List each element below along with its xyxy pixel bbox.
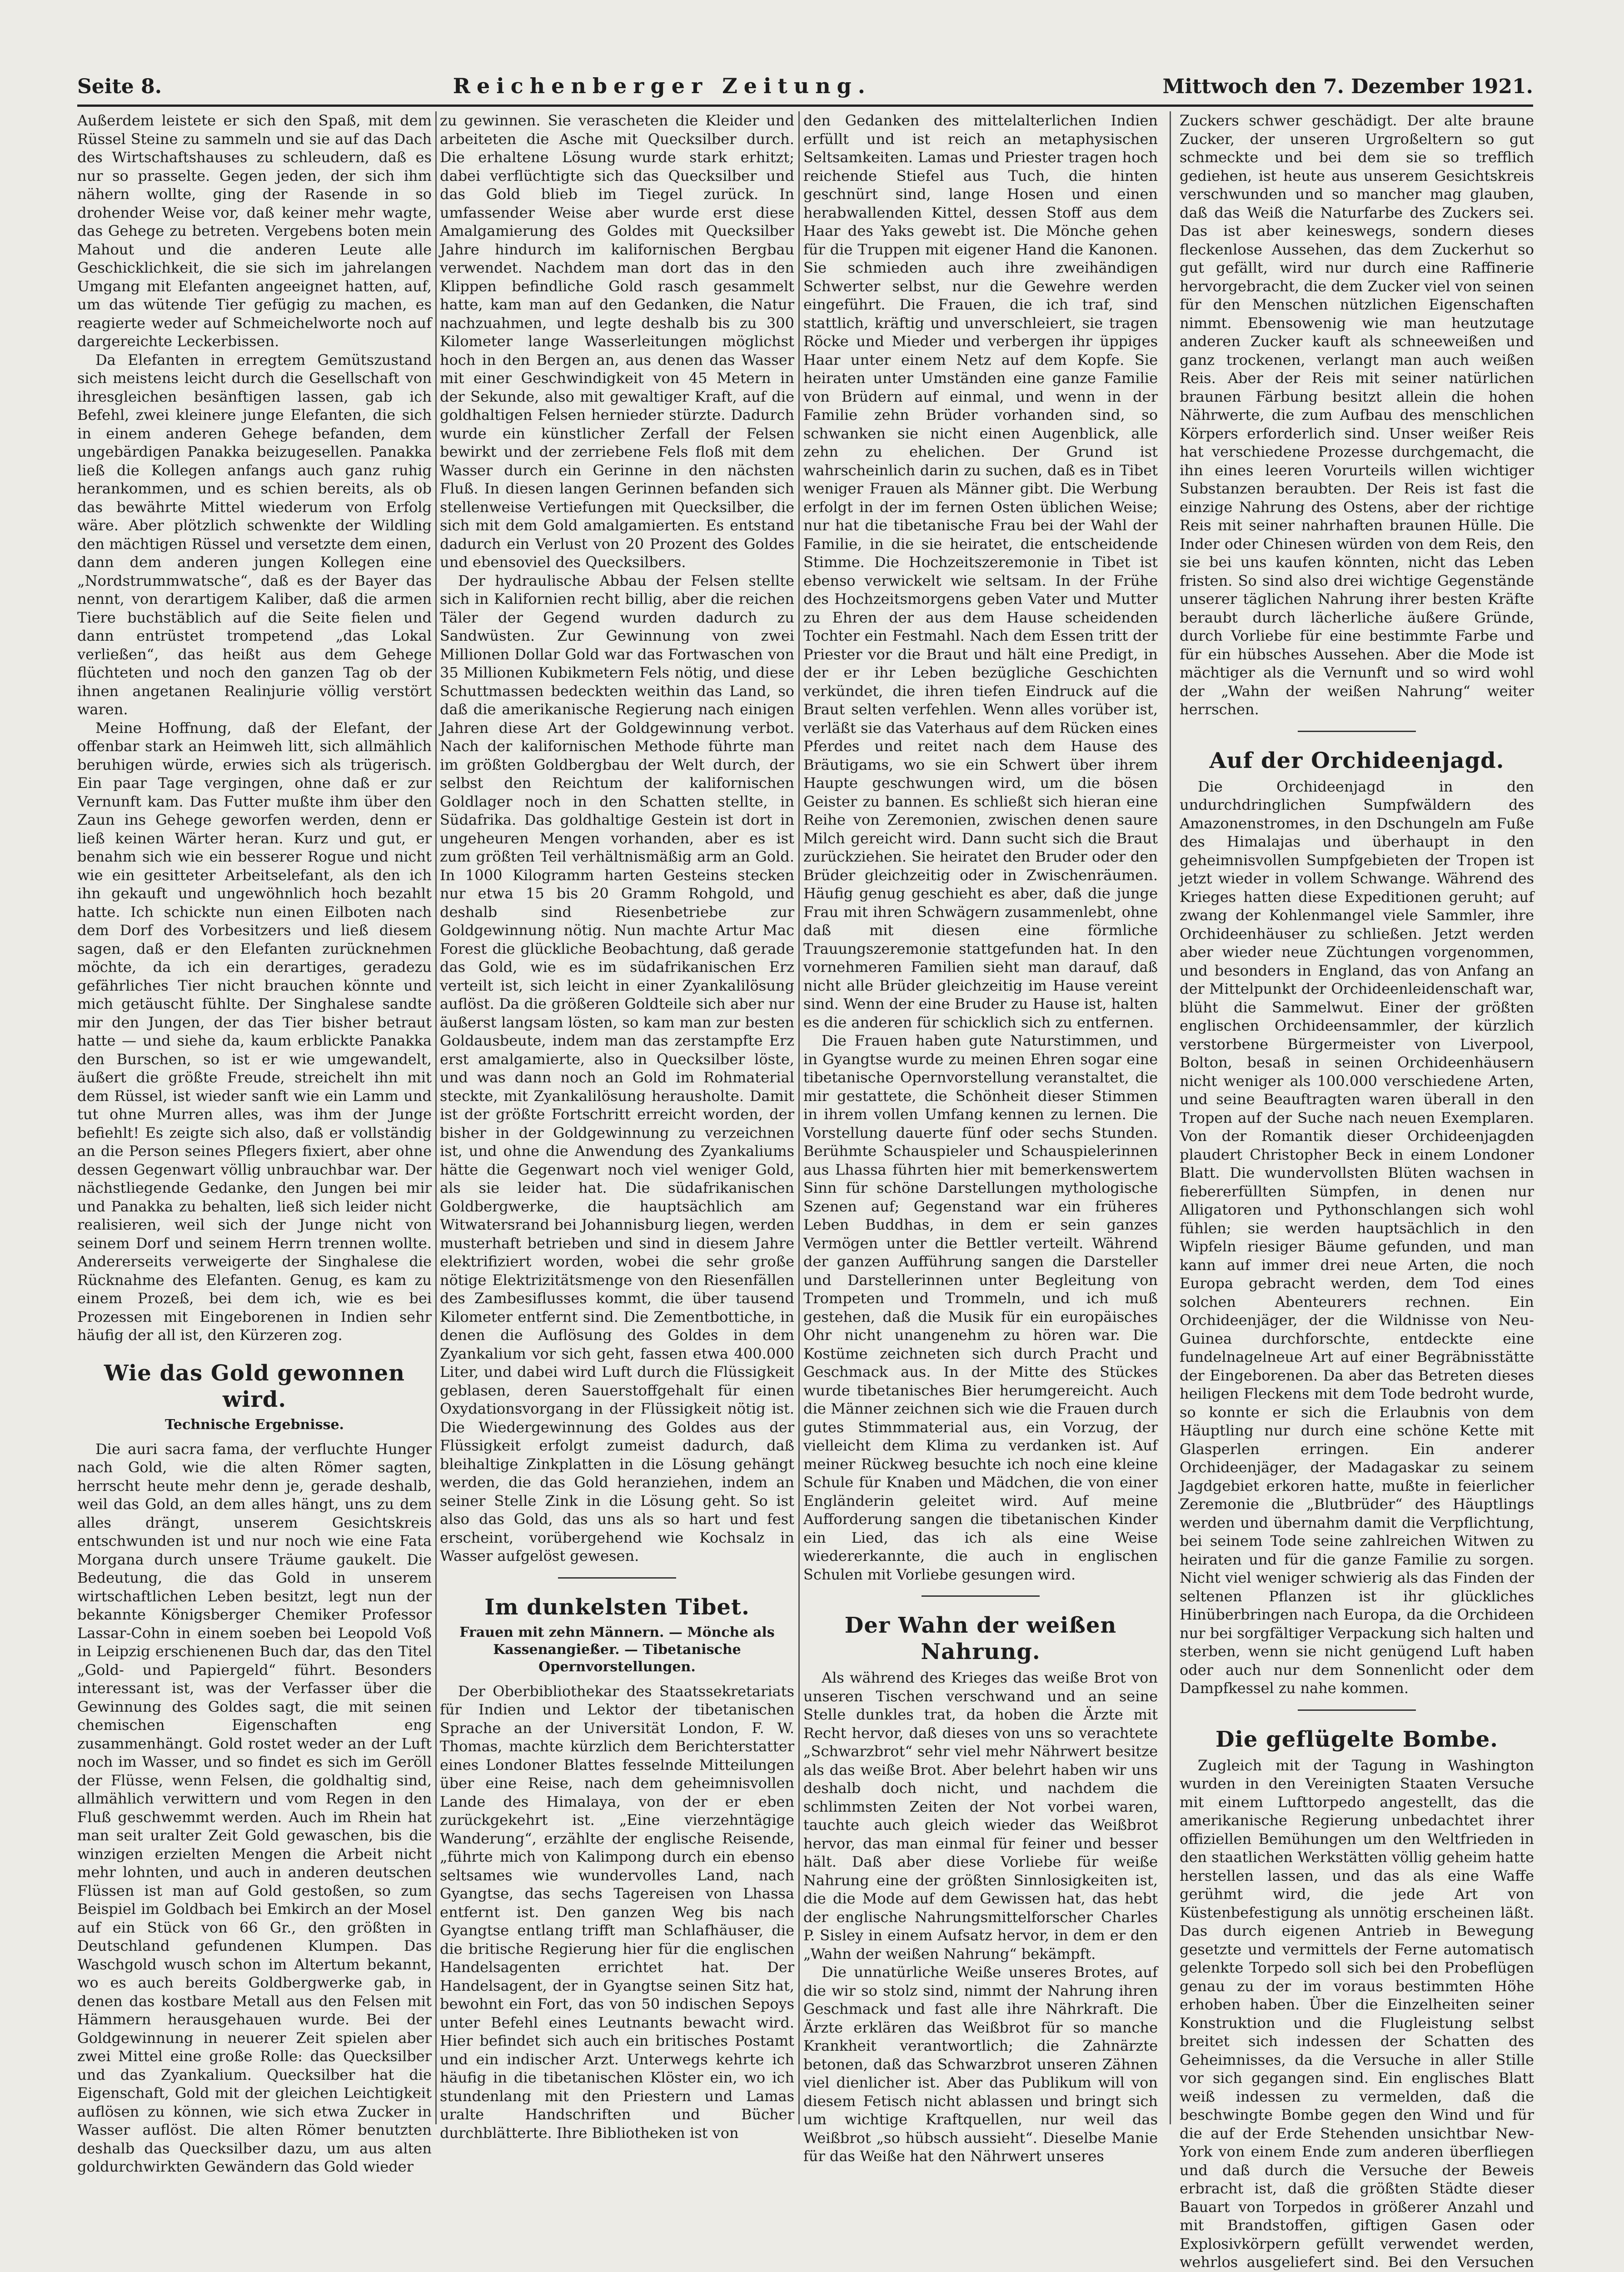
issue-date: Mittwoch den 7. Dezember 1921.	[1163, 75, 1533, 98]
article-separator	[1298, 731, 1416, 732]
header-rule	[77, 105, 1533, 107]
article-separator	[922, 1595, 1040, 1597]
headline-tibet: Im dunkelsten Tibet.	[440, 1594, 794, 1620]
article-paragraph: Die unnatürliche Weiße unseres Brotes, auf die wir so stolz sind, nimmt der Nahrung ihren Geschmack und fast alle ihre Nährkraft. Die Ärzte erklären das Weißbrot für so manche Krankheit verantwortlich; die Zahnärzte betonen, daß das Schwarzbrot unseren Zähnen viel dienlicher ist. Aber das Publikum will von diesem Fetisch nicht ablassen und bringt sich um wichtige Kraftquellen, nur weil das Weißbrot „so hübsch aussieht“. Dieselbe Manie für das Weiße hat den Nährwert unseres	[803, 1963, 1158, 2166]
headline-wahn: Der Wahn der weißen Nahrung.	[803, 1612, 1158, 1665]
subheadline-tibet: Frauen mit zehn Männern. — Mönche als Kassenangießer. — Tibetanische Opernvorstellungen.	[440, 1624, 794, 1676]
article-paragraph: Der hydraulische Abbau der Felsen stellte sich in Kalifornien recht billig, aber die reichen Täler der Gegend wurden dadurch zu Sandwüsten. Zur Gewinnung von zwei Millionen Dollar Gold war das Fortwaschen von 35 Millionen Kubikmetern Fels nötig, und diese Schuttmassen bedeckten weithin das Land, so daß die amerikanische Regierung nach einigen Jahren diese Art der Goldgewinnung verbot. Nach der kalifornischen Methode führte man im größten Goldbergbau der Welt durch, der selbst den Reichtum der kalifornischen Goldlager noch in den Schatten stellte, in Südafrika. Das goldhaltige Gestein ist dort in ungeheuren Mengen vorhanden, aber es ist zum größten Teil verhältnismäßig arm an Gold. In 1000 Kilogramm harten Gesteins stecken nur etwa 15 bis 20 Gramm Rohgold, und deshalb sind Riesenbetriebe zur Goldgewinnung nötig. Nun machte Artur Mac Forest die glückliche Beobachtung, daß gerade das Gold, wie es im südafrikanischen Erz verteilt ist, sich leicht in einer Zyankalilösung auflöst. Da die größeren Goldteile sich aber nur äußerst langsam lösten, so kam man zur besten Goldausbeute, indem man das zerstampfte Erz erst amalgamierte, also in Quecksilber löste, und was dann noch an Gold im Rohmaterial steckte, mit Zyankalilösung herausholte. Damit ist der größte Fortschritt erreicht worden, der bisher in der Goldgewinnung zu verzeichnen ist, und ohne die Anwendung des Zyankaliums hätte die Gegenwart noch viel weniger Gold, als sie leider hat. Die südafrikanischen Goldbergwerke, die hauptsächlich am Witwatersrand bei Johannisburg liegen, werden musterhaft betrieben und sind in diesem Jahre elektrifiziert worden, wobei die sehr große nötige Elektrizitätsmenge von den Riesenfällen des Zambesiflusses kommt, die über tausend Kilometer entfernt sind. Die Zementbottiche, in denen die Auflösung des Goldes in dem Zyankalium vor sich geht, fassen etwa 400.000 Liter, und dabei wird Luft durch die Flüssigkeit geblasen, deren Sauerstoffgehalt für einen Oxydationsvorgang in der Flüssigkeit nötig ist. Die Wiedergewinnung des Goldes aus der Flüssigkeit erfolgt zumeist dadurch, daß bleihaltige Zinkplatten in die Lösung gehängt werden, die das Gold heranziehen, indem an seiner Stelle Zink in die Lösung geht. So ist also das Gold, das uns als so hart und fest erscheint, vorübergehend wie Kochsalz in Wasser aufgelöst gewesen.	[440, 572, 794, 1565]
page-number: Seite 8.	[77, 75, 162, 98]
article-paragraph: Da Elefanten in erregtem Gemütszustand sich meistens leicht durch die Gesellschaft von ihresgleichen besänftigen lassen, gab ich Befehl, zwei kleinere junge Elefanten, die sich in einem anderen Gehege befanden, dem ungebärdigen Panakka beizugesellen. Panakka ließ die Kollegen anfangs auch ganz ruhig herankommen, und es schien bereits, als ob das bewährte Mittel wiederum von Erfolg wäre. Aber plötzlich schwenkte der Wildling den mächtigen Rüssel und versetzte dem einen, dann dem anderen jungen Kollegen eine „Nordstrummwatsche“, daß es der Bayer das nennt, von derartigem Kaliber, daß die armen Tiere buchstäblich auf die Seite fielen und dann entrüstet trompetend „das Lokal verließen“, das heißt aus dem Gehege flüchteten und noch den ganzen Tag ob der ihnen angetanen Realinjurie völlig verstört waren.	[77, 351, 432, 719]
headline-bombe: Die geflügelte Bombe.	[1180, 1726, 1534, 1753]
article-paragraph: Zugleich mit der Tagung in Washington wurden in den Vereinigten Staaten Versuche mit einem Lufttorpedo angestellt, das die amerikanische Regierung unbedachtet ihrer offiziellen Bemühungen um den Weltfrieden in den staatlichen Werkstätten völlig geheim hatte herstellen lassen, und das als eine Waffe gerühmt wird, die jede Art von Küstenbefestigung als unnötig erscheinen läßt. Das durch eigenen Antrieb in Bewegung gesetzte und vermittels der Ferne automatisch gelenkte Torpedo soll sich bei den Probeflügen genau zu der im voraus bestimmten Höhe erhoben haben. Über die Einzelheiten seiner Konstruktion und die Flugleistung selbst breitet sich indessen der Schatten des Geheimnisses, da die Versuche in aller Stille vor sich gegangen sind. Ein englisches Blatt weiß indessen zu vermelden, daß die beschwingte Bombe gegen den Wind und für die auf der Erde Stehenden unsichtbar New-York von einem Ende zum anderen überfliegen und daß durch die Versuche der Beweis erbracht ist, daß die größten Städte dieser Bauart von Torpedos in größerer Anzahl und mit Brandstoffen, giftigen Gasen oder Explosivkörpern gefüllt verwendet werden, wehrlos ausgeliefert sind. Bei den Versuchen	[1180, 1756, 1534, 2272]
column-2	[440, 111, 794, 2124]
article-paragraph: Als während des Krieges das weiße Brot von unseren Tischen verschwand und an seine Stelle dunkles trat, da hoben die Ärzte mit Recht hervor, daß dieses von uns so verachtete „Schwarzbrot“ sehr viel mehr Nährwert besitze als das weiße Brot. Aber belehrt haben wir uns deshalb doch nicht, und nachdem die schlimmsten Zeiten der Not vorbei waren, tauchte auch gleich wieder das Weißbrot hervor, das man einmal für feiner und besser hält. Daß aber diese Vorliebe für weiße Nahrung eine der größten Sinnlosigkeiten ist, die die Mode auf dem Gewissen hat, das hebt der englische Nahrungsmittelforscher Charles P. Sisley in einem Aufsatz hervor, in dem er den „Wahn der weißen Nahrung“ bekämpft.	[803, 1669, 1158, 1963]
article-paragraph: Die auri sacra fama, der verfluchte Hunger nach Gold, wie die alten Römer sagten, herrscht heute mehr denn je, gerade deshalb, weil das Gold, an dem alles hängt, uns zu dem alles drängt, unserem Gesichtskreis entschwunden ist und nur noch wie eine Fata Morgana durch unsere Träume gaukelt. Die Bedeutung, die das Gold in unserem wirtschaftlichen Leben besitzt, legt nun der bekannte Königsberger Chemiker Professor Lassar-Cohn in einem soeben bei Leopold Voß in Leipzig erschienenen Buch dar, das den Titel „Gold- und Papiergeld“ führt. Besonders interessant ist, was der Verfasser über die Gewinnung des Goldes sagt, die mit seinen chemischen Eigenschaften eng zusammenhängt. Gold rostet weder an der Luft noch im Wasser, und so findet es sich im Geröll der Flüsse, wenn Felsen, die goldhaltig sind, allmählich verwittern und vom Regen in den Fluß geschwemmt werden. Auch im Rhein hat man seit uralter Zeit Gold gewaschen, bis die winzigen erzielten Mengen die Arbeit nicht mehr lohnten, und auch in anderen deutschen Flüssen ist man auf Gold gestoßen, so zum Beispiel im Goldbach bei Emkirch an der Mosel auf ein Stück von 66 Gr., den größten in Deutschland gefundenen Klumpen. Das Waschgold wusch schon im Altertum bekannt, wo es auch bereits Goldbergwerke gab, in denen das kostbare Metall aus den Felsen mit Hämmern herausgehauen wurde. Bei der Goldgewinnung in neuerer Zeit spielen aber zwei Mittel eine große Rolle: das Quecksilber und das Zyankalium. Quecksilber hat die Eigenschaft, Gold mit der gleichen Leichtigkeit auflösen zu können, wie sich etwa Zucker in Wasser auflöst. Die alten Römer benutzten deshalb das Quecksilber dazu, um aus alten goldurchwirkten Gewändern das Gold wieder	[77, 1440, 432, 2176]
article-paragraph: Der Oberbibliothekar des Staatssekretariats für Indien und Lektor der tibetanischen Sprache an der Universität London, F. W. Thomas, machte kürzlich dem Berichterstatter eines Londoner Blattes fesselnde Mitteilungen über eine Reise, nach dem geheimnisvollen Lande des Himalaya, von der er eben zurückgekehrt ist. „Eine vierzehntägige Wanderung“, erzählte der englische Reisende, „führte mich von Kalimpong durch ein ebenso seltsames wie wundervolles Land, nach Gyangtse, das sechs Tagereisen von Lhassa entfernt ist. Den ganzen Weg bis nach Gyangtse entlang trifft man Schlafhäuser, die die britische Regierung hier für die englischen Handelsagenten errichtet hat. Der Handelsagent, der in Gyangtse seinen Sitz hat, bewohnt ein Fort, das von 50 indischen Sepoys unter Befehl eines Leutnants bewacht wird. Hier befindet sich auch ein britisches Postamt und ein indischer Arzt. Unterwegs kehrte ich häufig in die tibetanischen Klöster ein, wo ich stundenlang mit den Priestern und Lamas uralte Handschriften und Bücher durchblätterte. Ihre Bibliotheken ist von	[440, 1682, 794, 2142]
column-1	[77, 111, 432, 2124]
column-3	[803, 111, 1158, 2124]
article-paragraph: Zuckers schwer geschädigt. Der alte braune Zucker, der unseren Urgroßeltern so gut schmeckte und bei dem sie so trefflich gediehen, ist heute aus unserem Gesichtskreis verschwunden und so mancher mag glauben, daß das Weiß die Naturfarbe des Zuckers sei. Das ist aber keineswegs, sondern dieses fleckenlose Aussehen, das dem Zuckerhut so gut gefällt, wird nur durch eine Raffinerie hervorgebracht, die dem Zucker viel von seinen für den Menschen nützlichen Eigenschaften nimmt. Ebensowenig wie man heutzutage anderen Zucker kauft als schneeweißen und ganz trockenen, verlangt man auch weißen Reis. Aber der Reis mit seiner natürlichen braunen Färbung besitzt allein die hohen Nährwerte, die zum Aufbau des menschlichen Körpers erforderlich sind. Unser weißer Reis hat verschiedene Prozesse durchgemacht, die ihn eines leeren Vorurteils willen wichtiger Substanzen beraubten. Der Reis ist fast die einzige Nahrung des Ostens, aber der richtige Reis mit seiner nahrhaften braunen Hülle. Die Inder oder Chinesen würden von dem Reis, den sie bei uns kaufen könnten, nicht das Leben fristen. So sind also drei wichtige Gegenstände unserer täglichen Nahrung ihrer besten Kräfte beraubt durch lächerliche äußere Gründe, durch Vorliebe für eine bestimmte Farbe und für ein hübsches Aussehen. Aber die Mode ist mächtiger als die Vernunft und so wird wohl der „Wahn der weißen Nahrung“ weiter herrschen.	[1180, 111, 1534, 719]
headline-orchid: Auf der Orchideenjagd.	[1180, 747, 1534, 774]
article-paragraph: den Gedanken des mittelalterlichen Indien erfüllt und ist reich an metaphysischen Seltsamkeiten. Lamas und Priester tragen hoch reichende Stiefel aus Tuch, die hinten geschnürt sind, lange Hosen und einen herabwallenden Kittel, dessen Stoff aus dem Haar des Yaks gewebt ist. Die Mönche gehen für die Truppen mit eigener Hand die Kanonen. Sie schmieden auch ihre zweihändigen Schwerter selbst, nur die Gewehre werden eingeführt. Die Frauen, die ich traf, sind stattlich, kräftig und unverschleiert, sie tragen Röcke und Mieder und verbergen ihr üppiges Haar unter einem Netz auf dem Kopfe. Sie heiraten unter Umständen eine ganze Familie von Brüdern auf einmal, und wenn in der Familie zehn Brüder vorhanden sind, so schwanken sie nicht einen Augenblick, alle zehn zu ehelichen. Der Grund ist wahrscheinlich darin zu suchen, daß es in Tibet weniger Frauen als Männer gibt. Die Werbung erfolgt in der im fernen Osten üblichen Weise; nur hat die tibetanische Frau bei der Wahl der Familie, in die sie heiratet, die entscheidende Stimme. Die Hochzeitszeremonie in Tibet ist ebenso verwickelt wie seltsam. In der Frühe des Hochzeitsmorgens geben Vater und Mutter zu Ehren der aus dem Hause scheidenden Tochter ein Festmahl. Nach dem Essen tritt der Priester vor die Braut und hält eine Predigt, in der er ihr Leben bezügliche Geschichten verkündet, die ihren tiefen Eindruck auf die Braut selten verfehlen. Wenn alles vorüber ist, verläßt sie das Vaterhaus auf dem Rücken eines Pferdes und reitet nach dem Hause des Bräutigams, wo sie ein Schwert über ihrem Haupte geschwungen wird, um die bösen Geister zu bannen. Es schließt sich hieran eine Reihe von Zeremonien, zwischen denen saure Milch gereicht wird. Dann sucht sich die Braut zurückziehen. Sie heiratet den Bruder oder den Brüder gleichzeitig oder in Zwischenräumen. Häufig genug geschieht es aber, daß die junge Frau mit ihren Schwägern zusammenlebt, ohne daß mit diesen eine förmliche Trauungszeremonie stattgefunden hat. In den vornehmeren Familien sieht man darauf, daß nicht alle Brüder gleichzeitig im Hause vereint sind. Wenn der eine Bruder zu Hause ist, halten es die anderen für schicklich sich zu entfernen.	[803, 111, 1158, 1031]
column-divider	[435, 111, 437, 2124]
column-4	[1180, 111, 1534, 2124]
headline-gold: Wie das Gold gewonnen wird.	[77, 1360, 432, 1413]
article-paragraph: Außerdem leistete er sich den Spaß, mit dem Rüssel Steine zu sammeln und sie auf das Dach des Wirtschaftshauses zu schleudern, daß es nur so prasselte. Gegen jeden, der sich ihm nähern wollte, ging der Rasende in so drohender Weise vor, daß keiner mehr wagte, das Gehege zu betreten. Vergebens boten mein Mahout und die anderen Leute alle Geschicklichkeit, die sie sich im jahrelangen Umgang mit Elefanten angeeignet hatten, auf, um das wütende Tier gefügig zu machen, es reagierte weder auf Schmeichelworte noch auf dargereichte Leckerbissen.	[77, 111, 432, 351]
article-paragraph: Meine Hoffnung, daß der Elefant, der offenbar stark an Heimweh litt, sich allmählich beruhigen würde, erwies sich als trügerisch. Ein paar Tage vergingen, ohne daß er zur Vernunft kam. Das Futter mußte ihm über den Zaun ins Gehege geworfen werden, denn er ließ keinen Wärter heran. Kurz und gut, er benahm sich wie ein besserer Rogue und nicht wie ein gesitteter Arbeitselefant, als den ich ihn gekauft und ungewöhnlich hoch bezahlt hatte. Ich schickte nun einen Eilboten nach dem Dorf des Vorbesitzers und ließ diesem sagen, daß er den Elefanten zurücknehmen möchte, da ich ein derartiges, geradezu gefährliches Tier nicht brauchen könnte und mich getäuscht fühlte. Der Singhalese sandte mir den Jungen, der das Tier bisher betraut hatte — und siehe da, kaum erblickte Panakka den Burschen, so ist er wie umgewandelt, äußert die größte Freude, streichelt ihn mit dem Rüssel, ist wieder sanft wie ein Lamm und tut ohne Murren alles, was ihm der Junge befiehlt! Es zeigte sich also, daß er vollständig an die Person seines Pflegers fixiert, aber ohne dessen Gegenwart völlig unbrauchbar war. Der nächstliegende Gedanke, den Jungen bei mir und Panakka zu behalten, ließ sich leider nicht realisieren, weil sich der Junge nicht von seinem Dorf und seinem Herrn trennen wollte. Andererseits verweigerte der Singhalese die Rücknahme des Elefanten. Genug, es kam zu einem Prozeß, bei dem ich, wie es bei Prozessen mit Eingeborenen in Indien sehr häufig der all ist, den Kürzeren zog.	[77, 719, 432, 1345]
article-separator	[558, 1577, 676, 1579]
article-paragraph: zu gewinnen. Sie verascheten die Kleider und arbeiteten die Asche mit Quecksilber durch. Die erhaltene Lösung wurde stark erhitzt; dabei verflüchtigte sich das Quecksilber und das Gold blieb im Tiegel zurück. In umfassender Weise aber wurde erst diese Amalgamierung des Goldes mit Quecksilber Jahre hindurch im kalifornischen Bergbau verwendet. Nachdem man dort das in den Klippen befindliche Gold rasch gesammelt hatte, kam man auf den Gedanken, die Natur nachzuahmen, und legte deshalb bis zu 300 Kilometer lange Wasserleitungen möglichst hoch in den Bergen an, aus denen das Wasser mit einer Geschwindigkeit von 45 Metern in der Sekunde, also mit gewaltiger Kraft, auf die goldhaltigen Felsen hernieder stürzte. Dadurch wurde ein künstlicher Zerfall der Felsen bewirkt und der zerriebene Fels floß mit dem Wasser durch ein Gerinne in den nächsten Fluß. In diesen langen Gerinnen befanden sich stellenweise Vertiefungen mit Quecksilber, die sich mit dem Gold amalgamierten. Es entstand dadurch ein Verlust von 20 Prozent des Goldes und ebensoviel des Quecksilbers.	[440, 111, 794, 572]
article-paragraph: Die Frauen haben gute Naturstimmen, und in Gyangtse wurde zu meinen Ehren sogar eine tibetanische Opernvorstellung veranstaltet, die mir gestattete, die Schönheit dieser Stimmen in ihrem vollen Umfang kennen zu lernen. Die Vorstellung dauerte fünf oder sechs Stunden. Berühmte Schauspieler und Schauspielerinnen aus Lhassa führten hier mit bemerkenswertem Sinn für schöne Darstellungen mythologische Szenen auf; Gegenstand war ein früheres Leben Buddhas, in dem er sein ganzes Vermögen unter die Bettler verteilt. Während der ganzen Aufführung sangen die Darsteller und Darstellerinnen unter Begleitung von Trompeten und Trommeln, und ich muß gestehen, daß die Musik für ein europäisches Ohr nicht unangenehm zu hören war. Die Kostüme zeichneten sich durch Pracht und Geschmack aus. In der Mitte des Stückes wurde tibetanisches Bier herumgereicht. Auch die Männer zeichnen sich wie die Frauen durch gutes Stimmmaterial aus, ein Vorzug, der vielleicht dem Klima zu verdanken ist. Auf meiner Rückweg besuchte ich noch eine kleine Schule für Knaben und Mädchen, die von einer Engländerin geleitet wird. Auf meine Aufforderung sangen die tibetanischen Kinder ein Lied, das ich als eine Weise wiedererkannte, die auch in englischen Schulen mit Vorliebe gesungen wird.	[803, 1031, 1158, 1584]
subheadline-gold: Technische Ergebnisse.	[77, 1416, 432, 1434]
article-paragraph: Die Orchideenjagd in den undurchdringlichen Sumpfwäldern des Amazonenstromes, in den Dschungeln am Fuße des Himalajas und überhaupt in den geheimnisvollen Sumpfgebieten der Tropen ist jetzt wieder in vollem Schwange. Während des Krieges hatten diese Expeditionen geruht; auf zwang der Kohlenmangel viele Sammler, ihre Orchideenhäuser zu schließen. Jetzt werden aber wieder neue Züchtungen vorgenommen, und besonders in England, das von Anfang an der Mittelpunkt der Orchideenleidenschaft war, blüht die Sammelwut. Einer der größten englischen Orchideensammler, der kürzlich verstorbene Bürgermeister von Liverpool, Bolton, besaß in seinen Orchideenhäusern nicht weniger als 100.000 verschiedene Arten, und seine Beauftragten waren überall in den Tropen auf der Suche nach neuen Exemplaren. Von der Romantik dieser Orchideenjagden plaudert Christopher Beck in einem Londoner Blatt. Die wundervollsten Blüten wachsen in fiebererfüllten Sümpfen, in denen nur Alligatoren und Pythonschlangen sich wohl fühlen; sie werden hauptsächlich in den Wipfeln riesiger Bäume gefunden, und man kann auf immer drei neue Arten, die noch Europa gebracht werden, dem Tod eines solchen Abenteurers rechnen. Ein Orchideenjäger, der die Wildnisse von Neu-Guinea durchforschte, entdeckte eine fundelnagelneue Art auf einer Begräbnisstätte der Eingeborenen. Da aber das Betreten dieses heiligen Fleckens mit dem Tode bedroht wurde, so konnte er sich die Erlaubnis von dem Häuptling nur durch eine schöne Kette mit Glasperlen erringen. Ein anderer Orchideenjäger, der Madagaskar zu seinem Jagdgebiet erkoren hatte, mußte in feierlicher Zeremonie die „Blutbrüder“ des Häuptlings werden und übernahm damit die Verpflichtung, bei seinem Tode seine zahlreichen Witwen zu heiraten und für die ganze Familie zu sorgen. Nicht viel weniger schwierig als das Finden der seltenen Pflanzen ist ihr glückliches Hinüberbringen nach Europa, da die Orchideen nur bei sorgfältiger Verpackung sich halten und sterben, wenn sie nicht genügend Luft haben oder auch nur dem Sonnenlicht oder dem Dampfkessel zu nahe kommen.	[1180, 777, 1534, 1698]
newspaper-name: Reichenberger Zeitung.	[453, 74, 872, 98]
article-separator	[1298, 1709, 1416, 1711]
column-divider	[798, 111, 800, 2124]
column-divider	[1170, 111, 1171, 2124]
page-header	[77, 68, 1533, 98]
